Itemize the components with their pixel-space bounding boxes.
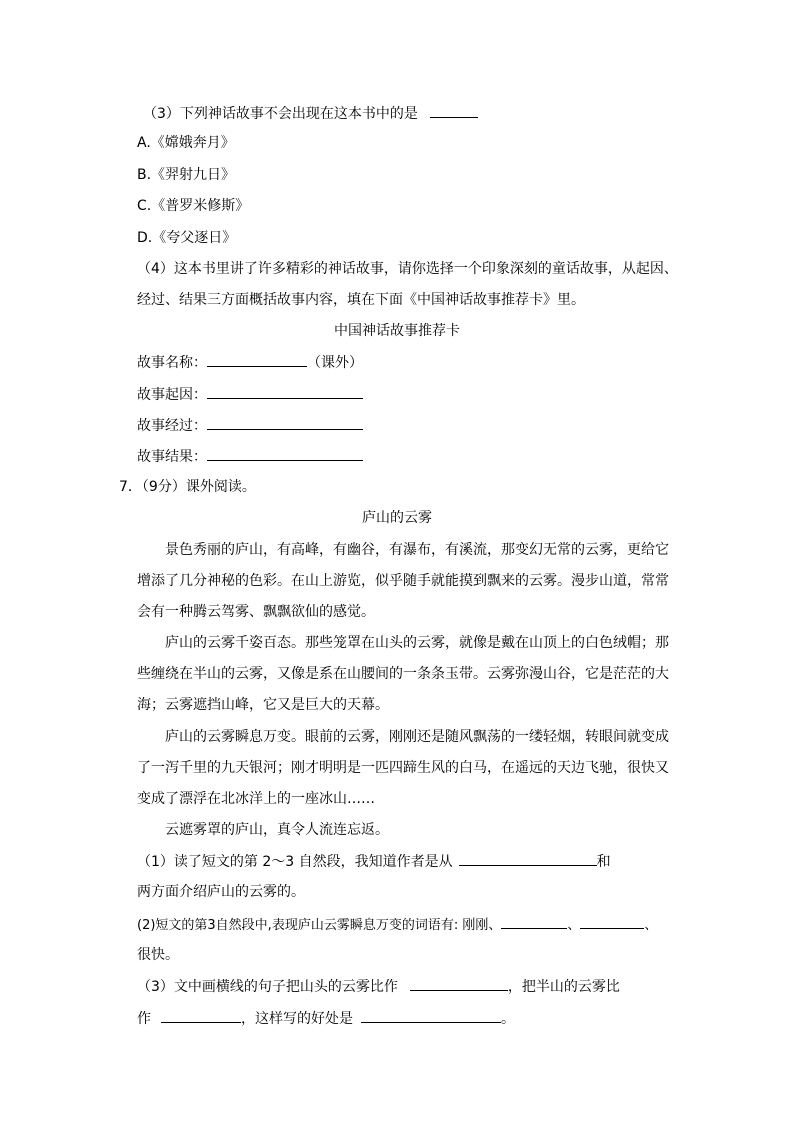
- card-process-blank[interactable]: [207, 415, 363, 430]
- q7-sub1-line2: 两方面介绍庐山的云雾的。: [137, 884, 305, 900]
- q6-sub3-prompt: [143, 103, 478, 123]
- card-result-row: [137, 446, 363, 466]
- q7-p2-line2: 些缠绕在半山的云雾，又像是系在山腰间的一条条玉带。云雾弥漫山谷，它是茫茫的大: [137, 666, 669, 682]
- q7-p1-line2: 增添了几分神秘的色彩。在山上游览，似乎随手就能摸到飘来的云雾。漫步山道，常常: [137, 573, 669, 589]
- q7-p3-line2: 了一泻千里的九天银河；刚才明明是一匹四蹄生风的白马，在遥远的天边飞驰，很快又: [137, 760, 669, 776]
- q6-option-a: A.《嫦娥奔月》: [137, 135, 235, 151]
- q7-sub2-sep: 、: [567, 918, 581, 933]
- q6-sub3-text: （3）下列神话故事不会出现在这本书中的是: [143, 106, 418, 122]
- q7-header: 7．（9分）课外阅读。: [119, 479, 256, 495]
- q7-sub3-text1: （3）文中画横线的句子把山头的云雾比作: [137, 979, 398, 995]
- card-name-blank[interactable]: [207, 352, 307, 367]
- q7-sub1-row: [137, 851, 611, 871]
- q7-p3-line3: 变成了漂浮在北冰洋上的一座冰山……: [137, 791, 375, 807]
- q7-title: 庐山的云雾: [362, 510, 432, 526]
- q7-p1-line3: 会有一种腾云驾雾、飘飘欲仙的感觉。: [137, 604, 375, 620]
- q6-sub4-line1: （4）这本书里讲了许多精彩的神话故事，请你选择一个印象深刻的童话故事，从起因、: [137, 261, 678, 277]
- card-cause-label: 故事起因：: [137, 387, 207, 403]
- q7-sub1-text: （1）读了短文的第 2～3 自然段，我知道作者是从: [137, 854, 453, 870]
- q6-option-d: D.《夸父逐日》: [137, 230, 237, 246]
- q6-option-c: C.《普罗米修斯》: [137, 198, 250, 214]
- q7-p4-line1: 云遮雾罩的庐山，真令人流连忘返。: [165, 822, 389, 838]
- q7-sub3-blank-3[interactable]: [361, 1008, 501, 1023]
- q7-sub2-text: (2)短文的第3自然段中,表现庐山云雾瞬息万变的词语有: 刚刚、: [137, 918, 502, 933]
- q7-sub3-blank-2[interactable]: [161, 1008, 241, 1023]
- q7-p1-line1: 景色秀丽的庐山，有高峰，有幽谷，有瀑布，有溪流，那变幻无常的云雾，更给它: [165, 542, 669, 558]
- q7-sub1-and: 和: [596, 854, 611, 870]
- card-cause-row: [137, 384, 363, 404]
- q7-sub3-text2: ，把半山的云雾比: [507, 979, 620, 995]
- card-name-row: [137, 352, 363, 372]
- q7-sub2-blank-2[interactable]: [580, 914, 644, 929]
- q7-p3-line1: 庐山的云雾瞬息万变。眼前的云雾，刚刚还是随风飘荡的一缕轻烟，转眼间就变成: [165, 729, 669, 745]
- q7-sub2-row: [137, 914, 657, 934]
- card-cause-blank[interactable]: [207, 384, 363, 399]
- card-process-label: 故事经过：: [137, 418, 207, 434]
- q7-sub1-blank[interactable]: [459, 851, 597, 866]
- card-result-label: 故事结果：: [137, 449, 207, 465]
- card-name-suffix: （课外）: [307, 355, 363, 371]
- card-process-row: [137, 415, 363, 435]
- q6-option-b: B.《羿射九日》: [137, 167, 236, 183]
- q7-p2-line1: 庐山的云雾千姿百态。那些笼罩在山头的云雾，就像是戴在山顶上的白色绒帽；那: [165, 635, 669, 651]
- q7-sub3-blank-1[interactable]: [410, 976, 508, 991]
- q7-sub3-text5: 。: [501, 1011, 515, 1027]
- q7-sub2-blank-1[interactable]: [501, 914, 567, 929]
- q7-p2-line3: 海；云雾遮挡山峰，它又是巨大的天幕。: [137, 697, 389, 713]
- q7-sub3-row2: [137, 1008, 515, 1028]
- card-name-label: 故事名称：: [137, 355, 207, 371]
- q6-sub3-answer-blank[interactable]: [430, 103, 478, 118]
- q6-sub4-line2: 经过、结果三方面概括故事内容，填在下面《中国神话故事推荐卡》里。: [137, 292, 585, 308]
- q7-sub2-line2: 很快。: [137, 947, 179, 963]
- q7-sub3-text4: ，这样写的好处是: [241, 1011, 353, 1027]
- q7-sub3-row1: [137, 976, 620, 996]
- card-result-blank[interactable]: [207, 446, 363, 461]
- q7-sub3-text3: 作: [137, 1011, 151, 1027]
- card-title: 中国神话故事推荐卡: [334, 323, 460, 339]
- q7-sub2-end: 、: [644, 918, 658, 933]
